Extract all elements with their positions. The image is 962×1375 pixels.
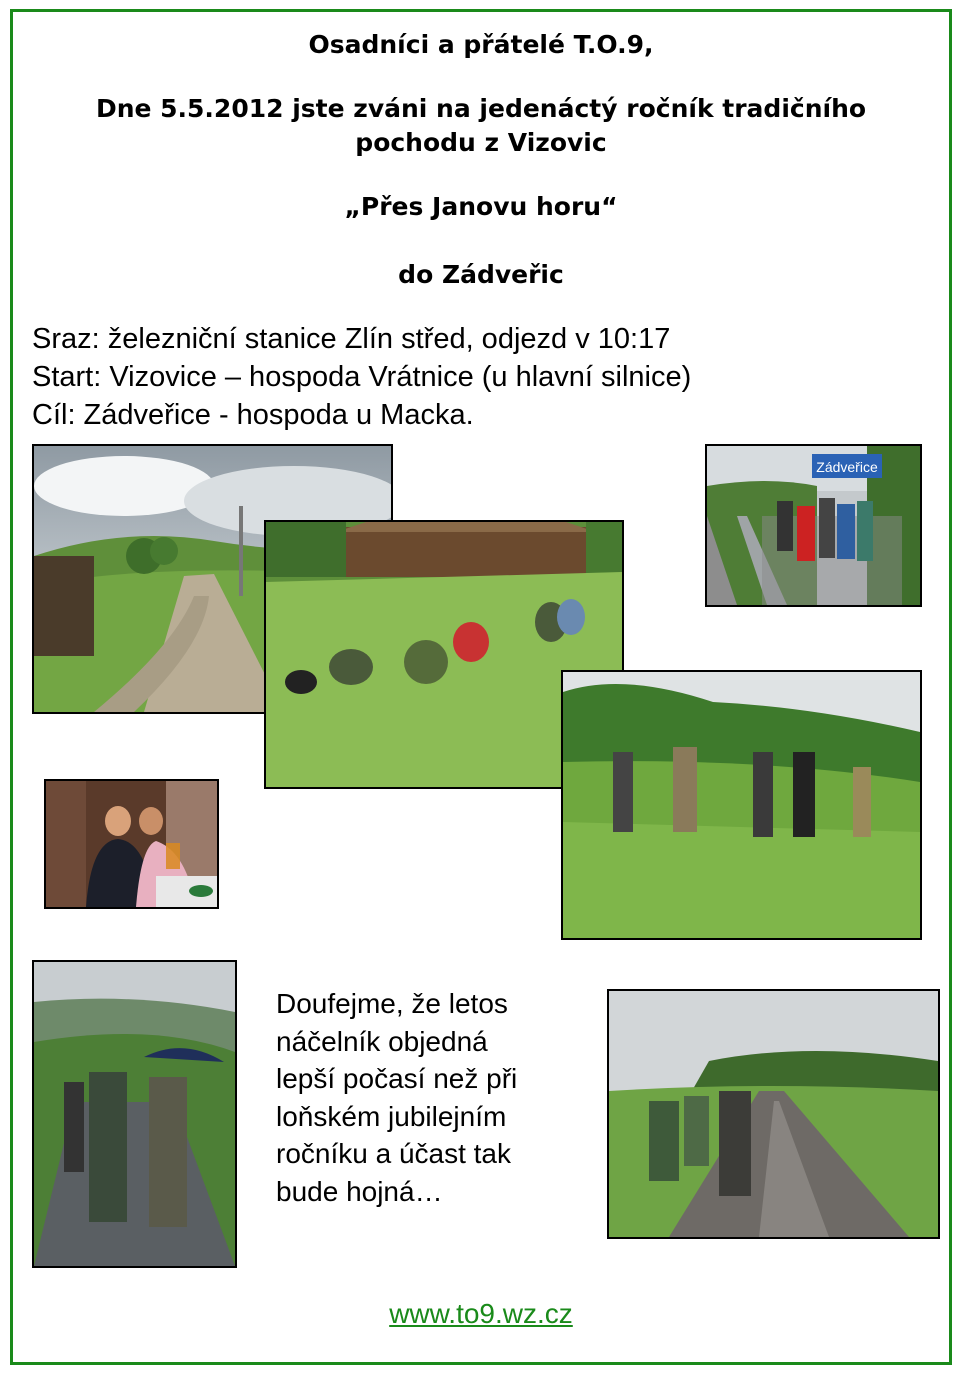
invitation-line-1: Dne 5.5.2012 jste zváni na jedenáctý ročník tradičního [95,94,867,123]
station-sign-text: Zádveřice [816,459,878,475]
rain-walk-image [34,962,235,1266]
destination: do Zádveřic [398,260,564,289]
invitation-text [20,92,942,160]
invitation-line-2: pochodu z Vizovic [355,128,607,157]
photo-muddy-road [607,989,940,1239]
website-link[interactable]: www.to9.wz.cz [389,1298,573,1329]
note-text [276,985,586,1210]
station-image [707,446,920,605]
photo-rain-walk [32,960,237,1268]
note-line: Doufejme, že letos [276,988,508,1019]
meadow-walk-image [563,672,920,938]
pub-image [46,781,217,907]
note-line: náčelník objedná [276,1025,488,1057]
note-line: ročníku a účast tak [276,1138,512,1169]
note-line: lepší počasí než při [276,1063,518,1094]
meeting-point: Sraz: železniční stanice Zlín střed, odjezd v 10:17 [32,323,671,355]
finish-point: Cíl: Zádveřice - hospoda u Macka. [32,399,474,431]
photo-pub [44,779,219,909]
muddy-road-image [609,991,938,1237]
note-line: loňském jubilejním [276,1100,507,1132]
event-title: „Přes Janovu horu“ [344,192,618,221]
start-point: Start: Vizovice – hospoda Vrátnice (u hlavní silnice) [32,361,692,393]
note-line: bude hojná… [276,1175,443,1207]
photo-meadow-walk [561,670,922,940]
photo-station [705,444,922,607]
event-info [32,320,691,434]
greeting: Osadníci a přátelé T.O.9, [308,30,654,59]
